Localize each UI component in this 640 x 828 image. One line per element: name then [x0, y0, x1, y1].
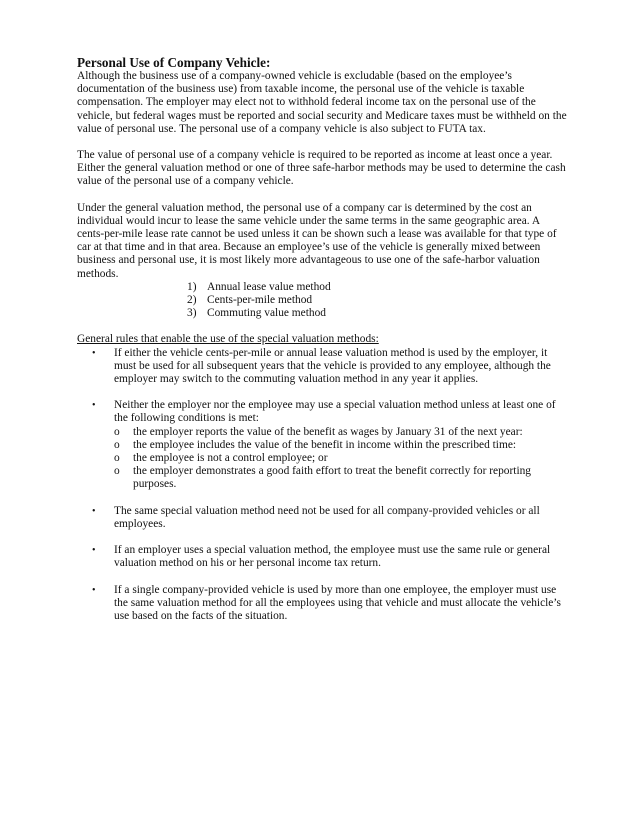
rule-text: If either the vehicle cents-per-mile or annual lease valuation method is used by the employer, it must be used for all subsequent years that the vehicle is provided to any employee, although the employer may switch to the commuting valuation method in any year it applies. [114, 346, 551, 386]
intro-paragraph: Although the business use of a company-owned vehicle is excludable (based on the employee’s documentation of the business use) from taxable income, the personal use of the vehicle is taxable compensation. The employer may elect not to withhold federal income tax on the personal use of the vehicle, but federal wages must be reported and social security and Medicare taxes must be withheld on the value of personal use. The personal use of a company vehicle is also subject to FUTA tax. [77, 70, 567, 135]
circle-bullet-icon: o [114, 438, 120, 451]
rule-item [77, 584, 569, 624]
circle-bullet-icon: o [114, 425, 120, 438]
condition-text: the employer reports the value of the benefit as wages by January 31 of the next year: [133, 425, 523, 438]
rule-text: If an employer uses a special valuation method, the employee must use the same rule or general valuation method on his or her personal income tax return. [114, 544, 551, 570]
rule-item [77, 544, 569, 570]
rules-list [77, 347, 569, 623]
method-item [77, 294, 569, 307]
circle-bullet-icon: o [114, 465, 120, 478]
rule-item [77, 399, 569, 491]
safe-harbor-methods-list [77, 281, 569, 321]
method-number: 2) [187, 294, 197, 307]
method-text: Cents-per-mile method [207, 294, 313, 307]
document-body [77, 55, 569, 636]
rule-item [77, 347, 569, 387]
rule-text: If a single company-provided vehicle is used by more than one employee, the employer must use the same valuation method for all the employees using that vehicle and must allocate the vehicle’s use based on the facts of the situation. [114, 583, 561, 622]
rule-text: The same special valuation method need not be used for all company-provided vehicles or all employees. [114, 504, 540, 530]
circle-bullet-icon: o [114, 452, 120, 465]
bullet-icon: • [92, 545, 96, 557]
general-valuation-paragraph: Under the general valuation method, the personal use of a company car is determined by the cost an individual would incur to lease the same vehicle under the same terms in the same geographic area. A cents-per-mile lease rate cannot be used unless it can be shown such a lease was available for that type of car at that time and in that area. Because an employee’s use of the vehicle is generally mixed between business and personal use, it is most likely more advantageous to use one of the safe-harbor valuation methods. [77, 201, 557, 280]
method-text: Commuting value method [207, 307, 326, 320]
condition-item [114, 465, 569, 491]
rules-heading: General rules that enable the use of the special valuation methods: [77, 333, 379, 346]
condition-item [114, 439, 569, 452]
page-title: Personal Use of Company Vehicle: [77, 55, 271, 70]
conditions-list [114, 426, 569, 492]
condition-text: the employee is not a control employee; or [133, 452, 328, 465]
condition-text: the employer demonstrates a good faith effort to treat the benefit correctly for reporting purposes. [133, 465, 531, 491]
rule-text: Neither the employer nor the employee may use a special valuation method unless at least one of the following conditions is met: [114, 399, 556, 425]
method-number: 1) [187, 280, 197, 293]
rule-item [77, 505, 569, 531]
method-number: 3) [187, 307, 197, 320]
condition-text: the employee includes the value of the benefit in income within the prescribed time: [133, 438, 517, 451]
condition-item [114, 452, 569, 465]
bullet-icon: • [92, 347, 96, 359]
reporting-paragraph: The value of personal use of a company vehicle is required to be reported as income at least once a year. Either the general valuation method or one of three safe-harbor methods may be used to determine the cash value of the personal use of a company vehicle. [77, 149, 566, 188]
method-item [77, 281, 569, 294]
method-text: Annual lease value method [207, 280, 331, 293]
method-item [77, 307, 569, 320]
bullet-icon: • [92, 584, 96, 596]
bullet-icon: • [92, 505, 96, 517]
condition-item [114, 426, 569, 439]
bullet-icon: • [92, 400, 96, 412]
